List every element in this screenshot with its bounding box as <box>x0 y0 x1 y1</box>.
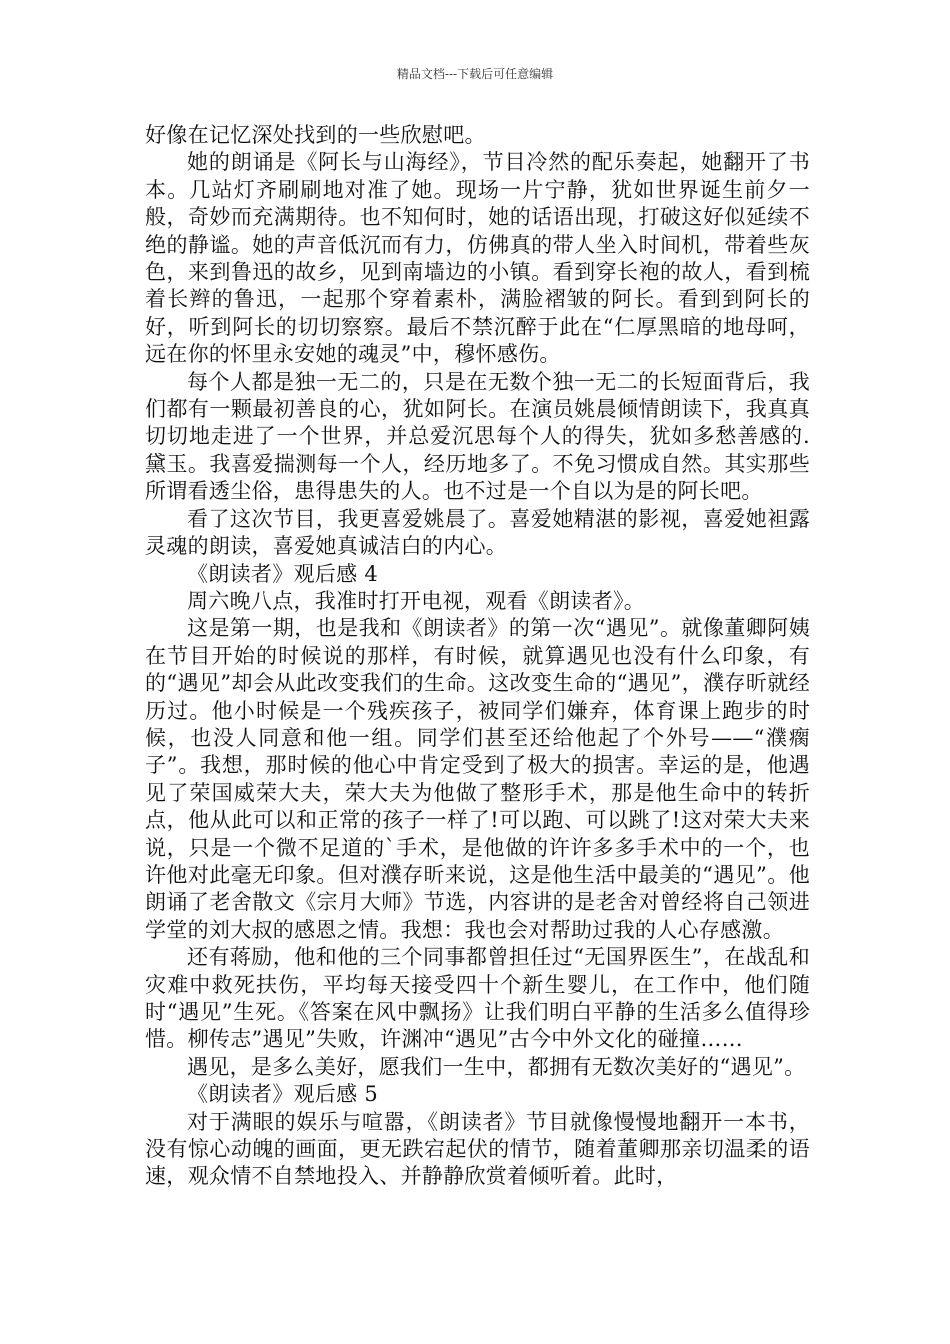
paragraph: 她的朗诵是《阿长与山海经》，节目冷然的配乐奏起，她翻开了书本。几站灯齐刷刷地对准了她。现场一片宁静，犹如世界诞生前夕一般，奇妙而充满期待。也不知何时，她的话语出现，打破这好似延续不绝的静谧。她的声音低沉而有力，仿佛真的带人坐入时间机，带着些灰色，来到鲁迅的故乡，见到南墙边的小镇。看到穿长袍的故人，看到梳着长辫的鲁迅，一起那个穿着素朴，满脸褶皱的阿长。看到到阿长的好，听到阿长的切切察察。最后不禁沉醉于此在“仁厚黑暗的地母呵，远在你的怀里永安她的魂灵”中，穆怀感伤。 <box>145 150 810 367</box>
paragraph: 这是第一期，也是我和《朗读者》的第一次“遇见”。就像董卿阿姨在节目开始的时候说的那样，有时候，就算遇见也没有什么印象，有的“遇见”却会从此改变我们的生命。这改变生命的“遇见”，濮存昕就经历过。他小时候是一个残疾孩子，被同学们嫌弃，体育课上跑步的时候，也没人同意和他一组。同学们甚至还给他起了个外号——“濮瘸子”。我想，那时候的他心中肯定受到了极大的损害。幸运的是，他遇见了荣国威荣大夫，荣大夫为他做了整形手术，那是他生命中的转折点，他从此可以和正常的孩子一样了!可以跑、可以跳了!这对荣大夫来说，只是一个微不足道的`手术，是他做的许许多多手术中的一个，也许他对此毫无印象。但对濮存昕来说，这是他生活中最美的“遇见”。他朗诵了老舍散文《宗月大师》节选，内容讲的是老舍对曾经将自己领进学堂的刘大叔的感恩之情。我想：我也会对帮助过我的人心存感激。 <box>145 616 810 942</box>
document-body <box>145 122 810 1191</box>
section-title: 《朗读者》观后感 5 <box>187 1082 379 1107</box>
paragraph: 遇见，是多么美好，愿我们一生中，都拥有无数次美好的“遇见”。 <box>187 1054 806 1079</box>
paragraph: 好像在记忆深处找到的一些欣慰吧。 <box>145 123 486 147</box>
paragraph: 每个人都是独一无二的，只是在无数个独一无二的长短面背后，我们都有一颗最初善良的心，犹如阿长。在演员姚晨倾情朗读下，我真真切切地走进了一个世界，并总爱沉思每个人的得失，犹如多愁善感的.黛玉。我喜爱揣测每一个人，经历地多了。不免习惯成自然。其实那些所谓看透尘俗，患得患失的人。也不过是一个自以为是的阿长吧。 <box>145 369 810 504</box>
section-title: 《朗读者》观后感 4 <box>187 561 379 586</box>
paragraph: 周六晚八点，我准时打开电视，观看《朗读者》。 <box>187 588 646 613</box>
paragraph: 还有蒋励，他和他的三个同事都曾担任过“无国界医生”，在战乱和灾难中救死扶伤，平均每天接受四十个新生婴儿，在工作中，他们随时“遇见”生死。《答案在风中飘扬》让我们明白平静的生活多么值得珍惜。柳传志”遇见”失败，许渊冲“遇见”古今中外文化的碰撞…… <box>145 945 810 1052</box>
paragraph: 对于满眼的娱乐与喧嚣，《朗读者》节目就像慢慢地翻开一本书，没有惊心动魄的画面，更无跌宕起伏的情节，随着董卿那亲切温柔的语速，观众情不自禁地投入、并静静欣赏着倾听着。此时， <box>145 1109 810 1189</box>
page-header: 精品文档---下载后可任意编辑 <box>396 67 554 81</box>
paragraph: 看了这次节目，我更喜爱姚晨了。喜爱她精湛的影视，喜爱她袒露灵魂的朗读，喜爱她真诚洁白的内心。 <box>145 506 810 559</box>
